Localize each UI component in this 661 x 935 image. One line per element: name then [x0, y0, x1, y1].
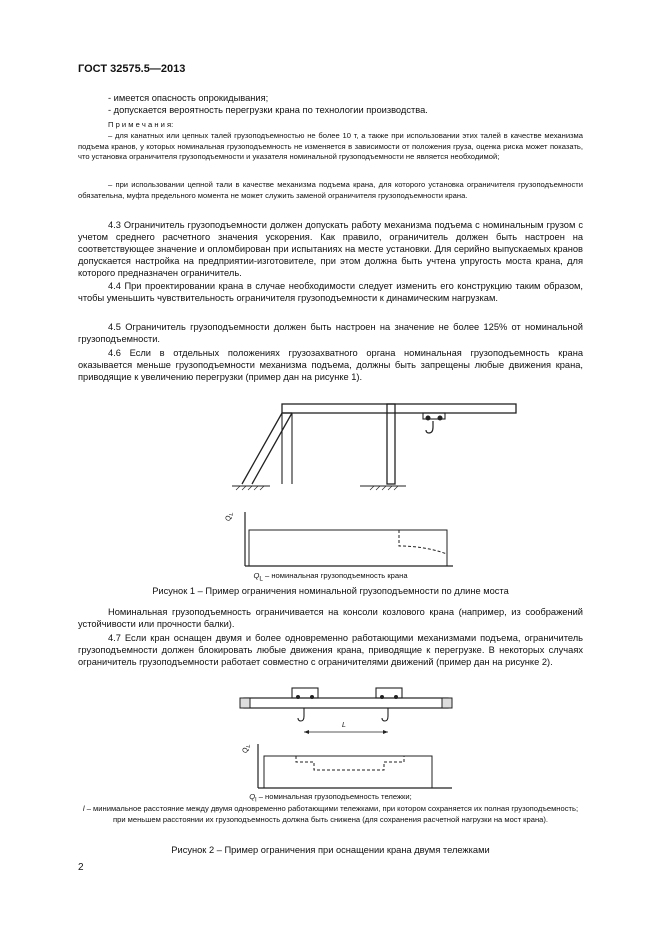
- figure2-legend-l: l – минимальное расстояние между двумя одновременно работающими тележками, при котором сохраняется их полная грузоподъемность; при меньшем расстоянии их грузоподъемность должна быть снижена (для сохранения расчетной нагрузки на мост крана).: [82, 804, 579, 824]
- figure1-legend: $Q_L$ – номинальная грузоподъемность крана: [253, 571, 408, 583]
- paragraph-nominal: Номинальная грузоподъемность ограничивается на консоли козлового крана (например, из соображений устойчивости или прочности балки).: [78, 607, 583, 630]
- note-2: – при использовании цепной тали в качестве механизма подъема крана, для которого установка ограничителя грузоподъемности обязательна, муфта предельного момента не может служить заменой ограничителя грузоподъемности крана.: [78, 180, 583, 200]
- paragraph-4-4: 4.4 При проектировании крана в случае необходимости следует изменить его конструкцию таким образом, чтобы уменьшить чувствительность ограничителя грузоподъемности к динамическим нагрузкам.: [78, 281, 583, 304]
- figure1-axis-label: $Q_L$: [225, 512, 236, 522]
- figure2-caption: Рисунок 2 – Пример ограничения при оснащении крана двумя тележками: [171, 845, 490, 855]
- paragraph-4-7: 4.7 Если кран оснащен двумя и более одновременно работающими механизмами подъема, ограничитель грузоподъемности должен блокировать любые движения крана, приводящие к перегрузке. В некоторых случаях ограничитель грузоподъемности работает совместно с ограничителями движений (пример дан на рисунке 2).: [78, 633, 583, 668]
- notes-title: П р и м е ч а н и я:: [108, 120, 174, 129]
- paragraph-4-3: 4.3 Ограничитель грузоподъемности должен допускать работу механизма подъема с номинальным грузом с учетом среднего расчетного значения ускорения. Как правило, ограничитель должен быть настроен на соответствующее значение и опломбирован при испытаниях на месте установки. Для серийно выпускаемых кранов допускается настройка на предприятии-изготовителе, при этом должна быть учтена упругость моста крана, для которого предназначен ограничитель.: [78, 220, 583, 279]
- document-header: ГОСТ 32575.5—2013: [78, 63, 186, 75]
- list-item: - имеется опасность опрокидывания;: [108, 93, 269, 103]
- figure1-caption: Рисунок 1 – Пример ограничения номинальной грузоподъемности по длине моста: [152, 586, 509, 596]
- figure2-capacity-graph: [236, 740, 466, 792]
- list-item: - допускается вероятность перегрузки крана по технологии производства.: [108, 105, 428, 115]
- paragraph-4-6: 4.6 Если в отдельных положениях грузозахватного органа номинальная грузоподъемность крана оказывается меньше грузоподъемности механизма подъема, должны быть запрещены любые движения крана, приводящие к увеличению перегрузки (пример дан на рисунке 1).: [78, 348, 583, 383]
- figure2-trolley-diagram: [236, 684, 456, 744]
- figure2-legend-q: $Q_l$ – номинальная грузоподъемность тележки;: [249, 792, 412, 804]
- figure2-dimension-label: L: [342, 722, 346, 729]
- page-number: 2: [78, 862, 84, 873]
- figure2-axis-label: $Q_L$: [242, 744, 253, 754]
- note-1: – для канатных или цепных талей грузоподъемностью не более 10 т, а также при использовании этих талей в качестве механизма подъема кранов, у которых номинальная грузоподъемность не изменяется в зависимости от положения груза, оценка риска может показать, что установка ограничителя грузоподъемности и указателя номинальной грузоподъемности не является необходимой;: [78, 131, 583, 162]
- figure1-capacity-graph: [225, 508, 475, 570]
- paragraph-4-5: 4.5 Ограничитель грузоподъемности должен быть настроен на значение не более 125% от номинальной грузоподъемности.: [78, 322, 583, 345]
- figure1-crane-diagram: [230, 398, 530, 498]
